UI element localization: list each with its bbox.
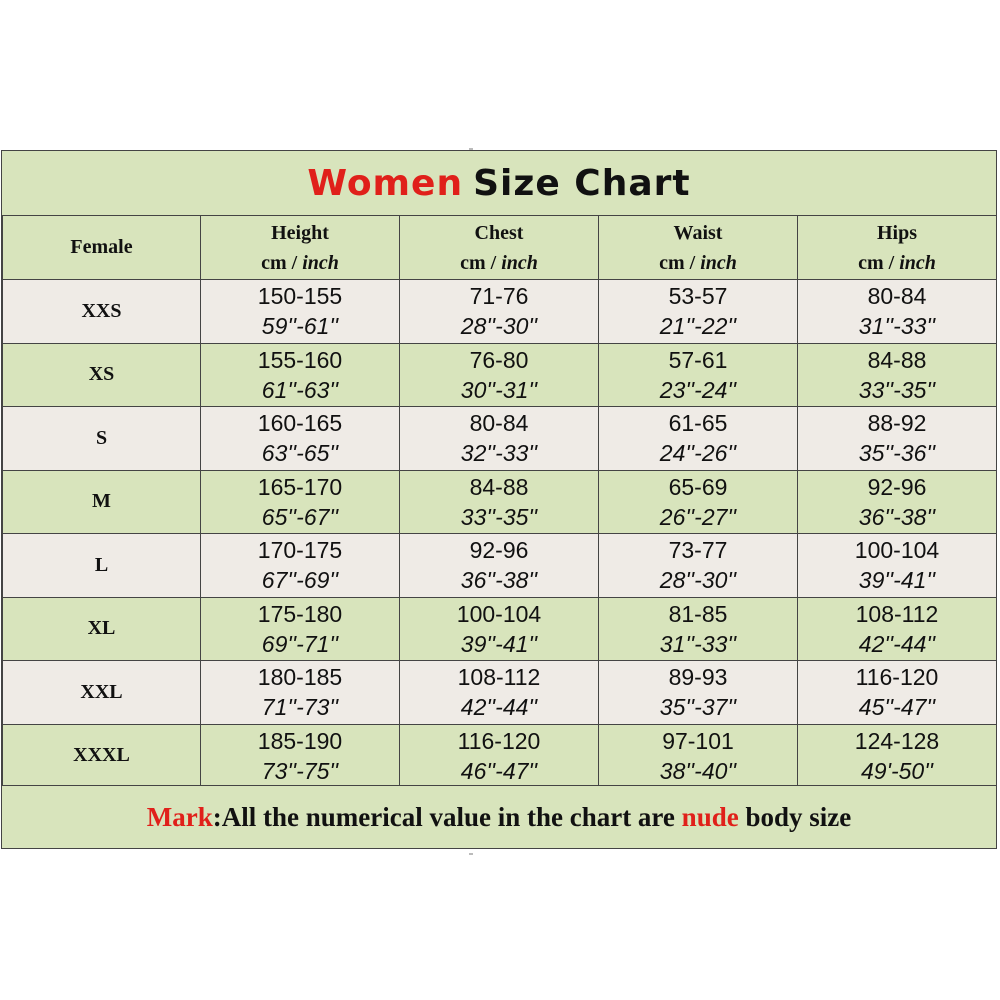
- table-row: [3, 343, 997, 407]
- cm-value: 73-77: [668, 537, 728, 564]
- size-label: S: [3, 407, 201, 471]
- cm-value: 170-175: [257, 537, 343, 564]
- inch-value: 63''-65'': [261, 440, 339, 467]
- measurement-cell: [201, 280, 400, 344]
- cm-value: 84-88: [469, 473, 529, 500]
- footer-mark: Mark: [146, 801, 213, 832]
- header-waist: [599, 216, 798, 280]
- cm-value: 65-69: [668, 473, 728, 500]
- header-label: Chest: [474, 221, 524, 244]
- size-table: [2, 215, 997, 788]
- table-row: [3, 280, 997, 344]
- measurement-cell: [400, 470, 599, 534]
- footer-note: [2, 785, 996, 848]
- measurement-cell: [798, 343, 997, 407]
- size-label: XXXL: [3, 724, 201, 788]
- header-units: cm / inch: [858, 251, 936, 274]
- measurement-cell: [400, 280, 599, 344]
- measurement-cell: [201, 407, 400, 471]
- cm-value: 124-128: [854, 727, 940, 754]
- cm-value: 100-104: [854, 537, 940, 564]
- measurement-cell: [599, 280, 798, 344]
- measurement-cell: [798, 661, 997, 725]
- cm-value: 88-92: [867, 410, 927, 437]
- measurement-cell: [201, 597, 400, 661]
- inch-value: 26''-27'': [659, 503, 737, 530]
- size-label: L: [3, 534, 201, 598]
- size-chart: [1, 150, 997, 849]
- inch-value: 24''-26'': [659, 440, 737, 467]
- table-row: [3, 661, 997, 725]
- table-header-row: [3, 216, 997, 280]
- cm-value: 80-84: [867, 283, 927, 310]
- inch-value: 36''-38'': [460, 567, 538, 594]
- measurement-cell: [599, 343, 798, 407]
- measurement-cell: [400, 724, 599, 788]
- footer-text-1: :All the numerical value in the chart are: [212, 801, 682, 832]
- header-units: cm / inch: [261, 251, 339, 274]
- cm-value: 71-76: [469, 283, 529, 310]
- header-label: Height: [271, 221, 329, 244]
- divider-mark: [469, 148, 473, 150]
- inch-value: 46''-47'': [460, 757, 538, 784]
- cm-value: 84-88: [867, 346, 927, 373]
- measurement-cell: [599, 534, 798, 598]
- measurement-cell: [599, 597, 798, 661]
- table-row: [3, 597, 997, 661]
- inch-value: 42''-44'': [858, 630, 936, 657]
- inch-value: 23''-24'': [659, 376, 737, 403]
- inch-value: 32''-33'': [460, 440, 538, 467]
- cm-value: 92-96: [867, 473, 927, 500]
- inch-value: 39''-41'': [858, 567, 936, 594]
- inch-value: 39''-41'': [460, 630, 538, 657]
- header-label: Hips: [876, 221, 918, 244]
- header-units: cm / inch: [460, 251, 538, 274]
- measurement-cell: [400, 661, 599, 725]
- inch-value: 71''-73'': [261, 694, 339, 721]
- cm-value: 100-104: [456, 600, 542, 627]
- footer-text-2: body size: [738, 801, 852, 832]
- size-label: XL: [3, 597, 201, 661]
- cm-value: 80-84: [469, 410, 529, 437]
- divider-mark: [469, 853, 473, 855]
- header-height: [201, 216, 400, 280]
- measurement-cell: [599, 470, 798, 534]
- measurement-cell: [400, 407, 599, 471]
- header-label: Waist: [673, 221, 723, 244]
- inch-value: 31''-33'': [659, 630, 737, 657]
- cm-value: 150-155: [257, 283, 343, 310]
- cm-value: 116-120: [855, 664, 939, 691]
- header-chest: [400, 216, 599, 280]
- cm-value: 160-165: [257, 410, 343, 437]
- measurement-cell: [400, 597, 599, 661]
- inch-value: 36''-38'': [858, 503, 936, 530]
- measurement-cell: [599, 661, 798, 725]
- cm-value: 108-112: [457, 664, 541, 691]
- inch-value: 21''-22'': [659, 313, 737, 340]
- measurement-cell: [798, 534, 997, 598]
- measurement-cell: [201, 724, 400, 788]
- cm-value: 97-101: [662, 727, 734, 754]
- inch-value: 59''-61'': [261, 313, 339, 340]
- title-women: Women: [307, 162, 464, 204]
- cm-value: 76-80: [469, 346, 529, 373]
- measurement-cell: [400, 534, 599, 598]
- table-row: [3, 407, 997, 471]
- cm-value: 175-180: [257, 600, 343, 627]
- cm-value: 180-185: [257, 664, 343, 691]
- cm-value: 92-96: [469, 537, 529, 564]
- inch-value: 35''-36'': [858, 440, 936, 467]
- inch-value: 45''-47'': [858, 694, 936, 721]
- inch-value: 38''-40'': [659, 757, 737, 784]
- measurement-cell: [201, 470, 400, 534]
- size-label: XXS: [3, 280, 201, 344]
- cm-value: 185-190: [257, 727, 343, 754]
- measurement-cell: [599, 724, 798, 788]
- cm-value: 61-65: [668, 410, 728, 437]
- inch-value: 42''-44'': [460, 694, 538, 721]
- table-row: [3, 724, 997, 788]
- inch-value: 31''-33'': [858, 313, 936, 340]
- table-row: [3, 534, 997, 598]
- measurement-cell: [798, 407, 997, 471]
- inch-value: 69''-71'': [261, 630, 339, 657]
- measurement-cell: [201, 661, 400, 725]
- measurement-cell: [201, 534, 400, 598]
- measurement-cell: [798, 280, 997, 344]
- inch-value: 33''-35'': [858, 376, 936, 403]
- size-label: XS: [3, 343, 201, 407]
- inch-value: 61''-63'': [261, 376, 339, 403]
- cm-value: 116-120: [457, 727, 541, 754]
- cm-value: 53-57: [668, 283, 728, 310]
- inch-value: 30''-31'': [460, 376, 538, 403]
- size-label: XXL: [3, 661, 201, 725]
- header-units: cm / inch: [659, 251, 737, 274]
- inch-value: 65''-67'': [261, 503, 339, 530]
- inch-value: 28''-30'': [659, 567, 737, 594]
- footer-nude: nude: [681, 801, 739, 832]
- cm-value: 108-112: [855, 600, 939, 627]
- cm-value: 89-93: [668, 664, 728, 691]
- measurement-cell: [798, 597, 997, 661]
- header-female: Female: [3, 216, 201, 280]
- inch-value: 35''-37'': [659, 694, 737, 721]
- cm-value: 165-170: [257, 473, 343, 500]
- measurement-cell: [201, 343, 400, 407]
- inch-value: 28''-30'': [460, 313, 538, 340]
- inch-value: 49'-50'': [861, 757, 933, 784]
- measurement-cell: [400, 343, 599, 407]
- title-size-chart: Size Chart: [473, 162, 691, 204]
- cm-value: 155-160: [257, 346, 343, 373]
- table-row: [3, 470, 997, 534]
- measurement-cell: [798, 724, 997, 788]
- chart-title: [2, 151, 996, 216]
- header-hips: [798, 216, 997, 280]
- cm-value: 57-61: [668, 346, 728, 373]
- size-label: M: [3, 470, 201, 534]
- measurement-cell: [798, 470, 997, 534]
- inch-value: 67''-69'': [261, 567, 339, 594]
- inch-value: 33''-35'': [460, 503, 538, 530]
- inch-value: 73''-75'': [261, 757, 339, 784]
- measurement-cell: [599, 407, 798, 471]
- cm-value: 81-85: [668, 600, 728, 627]
